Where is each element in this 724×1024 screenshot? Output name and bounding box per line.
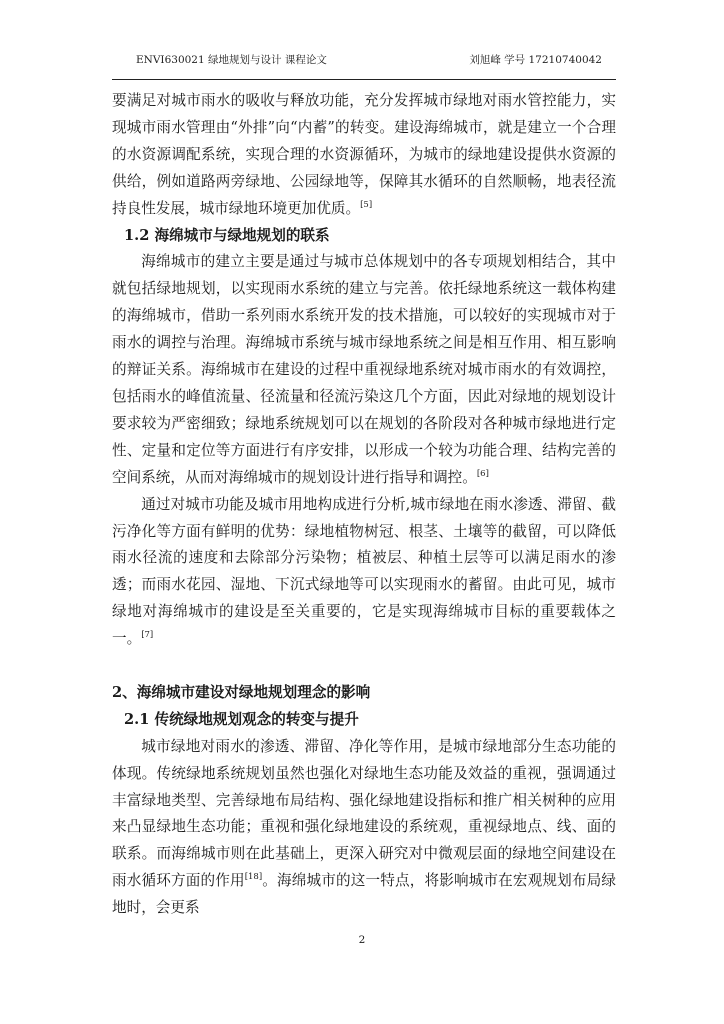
section-heading-2-1: 2.1 传统绿地规划观念的转变与提升 bbox=[124, 710, 359, 728]
header-divider bbox=[112, 79, 616, 80]
section-heading-2: 2、海绵城市建设对绿地规划理念的影响 bbox=[112, 683, 371, 701]
paragraph-4 bbox=[112, 734, 616, 922]
citation-18: [18] bbox=[244, 872, 263, 883]
header-course-title: ENVI630021 绿地规划与设计 课程论文 bbox=[136, 54, 327, 66]
paragraph-3 bbox=[112, 492, 616, 653]
citation-7: [7] bbox=[141, 630, 154, 641]
paragraph-2 bbox=[112, 249, 616, 491]
paragraph-4-text-b: 。海绵城市的这一特点，将影响城市在宏观规划布局绿地时，会更系 bbox=[112, 872, 616, 917]
paragraph-3-text: 通过对城市功能及城市用地构成进行分析,城市绿地在雨水渗透、滞留、截污净化等方面有鲜明的优势：绿地植物树冠、根茎、土壤等的截留，可以降低雨水径流的速度和去除部分污染物；植被层、种植土层等可以满足雨水的渗透；而雨水花园、湿地、下沉式绿地等可以实现雨水的蓄留。由此可见，城市绿地对海绵城市的建设是至关重要的，它是实现海绵城市目标的重要载体之一。 bbox=[112, 495, 616, 648]
page-number: 2 bbox=[358, 934, 366, 946]
paragraph-1 bbox=[112, 88, 616, 223]
blank-line bbox=[112, 653, 616, 680]
paragraph-2-text: 海绵城市的建立主要是通过与城市总体规划中的各专项规划相结合，其中就包括绿地规划，以实现雨水系统的建立与完善。依托绿地系统这一载体构建的海绵城市，借助一系列雨水系统开发的技术措施，可以较好的实现城市对于雨水的调控与治理。海绵城市系统与城市绿地系统之间是相互作用、相互影响的辩证关系。海绵城市在建设的过程中重视绿地系统对城市雨水的有效调控，包括雨水的峰值流量、径流量和径流污染这几个方面，因此对绿地的规划设计要求较为严密细致；绿地系统规划可以在规划的各阶段对各种城市绿地进行定性、定量和定位等方面进行有序安排，以形成一个较为功能合理、结构完善的空间系统，从而对海绵城市的规划设计进行指导和调控。 bbox=[112, 253, 616, 486]
page-header bbox=[112, 52, 616, 70]
paragraph-4-text-a: 城市绿地对雨水的渗透、滞留、净化等作用，是城市绿地部分生态功能的体现。传统绿地系统规划虽然也强化对绿地生态功能及效益的重视，强调通过丰富绿地类型、完善绿地布局结构、强化绿地建设指标和推广相关树种的应用来凸显绿地生态功能；重视和强化绿地建设的系统观，重视绿地点、线、面的联系。而海绵城市则在此基础上，更深入研究对中微观层面的绿地空间建设在雨水循环方面的作用 bbox=[112, 737, 616, 890]
page-body bbox=[112, 88, 616, 922]
citation-5: [5] bbox=[360, 199, 373, 210]
header-author-id: 刘旭峰 学号 17210740042 bbox=[469, 54, 602, 66]
section-heading-1-2: 1.2 海绵城市与绿地规划的联系 bbox=[124, 226, 330, 244]
citation-6: [6] bbox=[476, 468, 489, 479]
paragraph-1-text: 要满足对城市雨水的吸收与释放功能，充分发挥城市绿地对雨水管控能力，实现城市雨水管理由“外排”向“内蓄”的转变。建设海绵城市，就是建立一个合理的水资源调配系统，实现合理的水资源循环，为城市的绿地建设提供水资源的供给，例如道路两旁绿地、公园绿地等，保障其水循环的自然顺畅，地表径流持良性发展，城市绿地环境更加优质。 bbox=[112, 92, 616, 217]
